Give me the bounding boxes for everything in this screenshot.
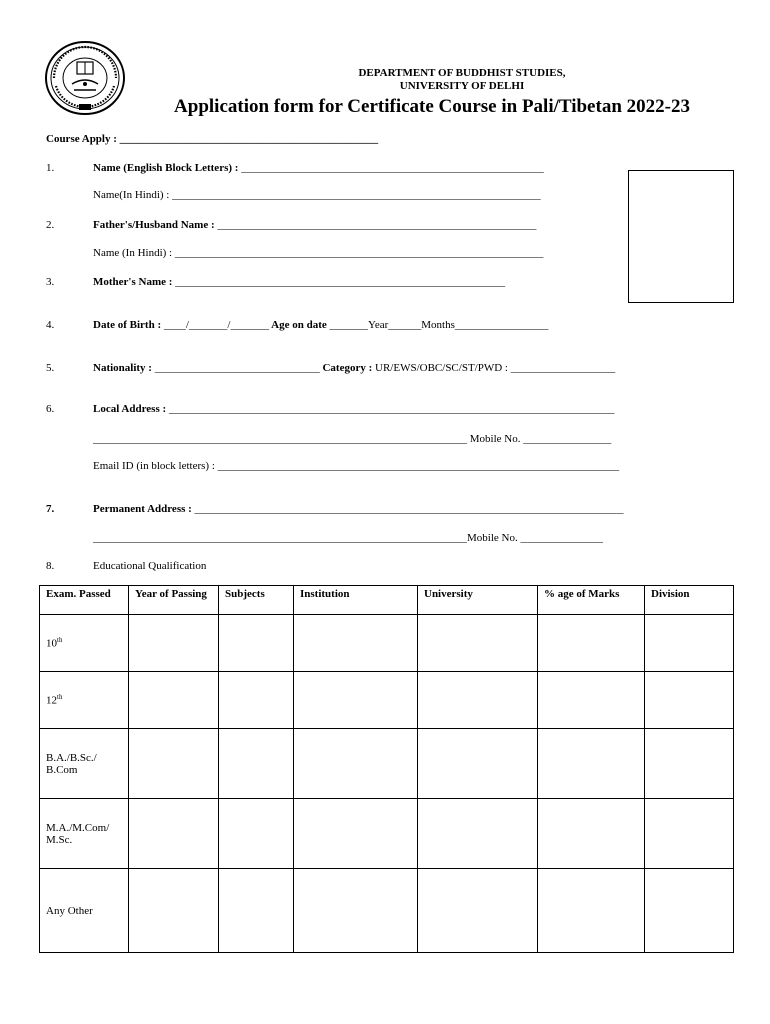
name-english-line[interactable]: _______________________________________________________ bbox=[241, 162, 544, 174]
table-row bbox=[40, 672, 734, 729]
item-number-5: 5. bbox=[46, 362, 55, 374]
mother-name-field[interactable] bbox=[93, 275, 505, 289]
table-row bbox=[40, 869, 734, 953]
photo-box[interactable] bbox=[628, 170, 734, 303]
nationality-line[interactable]: ______________________________ bbox=[154, 362, 320, 374]
cell-year[interactable] bbox=[129, 615, 219, 672]
cell-subjects[interactable] bbox=[219, 869, 294, 953]
item-number-7: 7. bbox=[46, 503, 55, 515]
cell-subjects[interactable] bbox=[219, 615, 294, 672]
father-name-label: Father's/Husband Name : bbox=[93, 219, 218, 231]
col-subjects: Subjects bbox=[219, 586, 294, 615]
father-name-hindi-line[interactable]: ___________________________________________________________________ bbox=[174, 247, 544, 259]
mother-name-line[interactable]: ____________________________________________________________ bbox=[175, 276, 506, 288]
department-name: DEPARTMENT OF BUDDHIST STUDIES, bbox=[358, 67, 566, 79]
local-address-line2-field[interactable] bbox=[93, 432, 611, 446]
item-number-6: 6. bbox=[46, 403, 55, 415]
cell-marks[interactable] bbox=[538, 672, 645, 729]
col-institution: Institution bbox=[294, 586, 418, 615]
cell-marks[interactable] bbox=[538, 799, 645, 869]
category-line[interactable]: UR/EWS/OBC/SC/ST/PWD : ___________________ bbox=[375, 362, 616, 374]
cell-university[interactable] bbox=[418, 799, 538, 869]
cell-university[interactable] bbox=[418, 615, 538, 672]
cell-subjects[interactable] bbox=[219, 729, 294, 799]
cell-university[interactable] bbox=[418, 672, 538, 729]
cell-marks[interactable] bbox=[538, 729, 645, 799]
table-row bbox=[40, 729, 734, 799]
item-number-8: 8. bbox=[46, 560, 55, 572]
table-row bbox=[40, 799, 734, 869]
cell-year[interactable] bbox=[129, 729, 219, 799]
cell-marks[interactable] bbox=[538, 615, 645, 672]
cell-university[interactable] bbox=[418, 729, 538, 799]
local-address-line2[interactable]: ____________________________________________________________________ bbox=[93, 433, 470, 445]
row-label-12th: 12th bbox=[40, 672, 129, 729]
cell-division[interactable] bbox=[645, 729, 734, 799]
row-label-any-other: Any Other bbox=[40, 869, 129, 953]
cell-year[interactable] bbox=[129, 672, 219, 729]
cell-institution[interactable] bbox=[294, 799, 418, 869]
cell-marks[interactable] bbox=[538, 869, 645, 953]
cell-institution[interactable] bbox=[294, 729, 418, 799]
col-percent-marks: % age of Marks bbox=[538, 586, 645, 615]
dob-field[interactable] bbox=[93, 318, 548, 332]
father-name-field[interactable] bbox=[93, 218, 536, 232]
permanent-address-line2-field[interactable] bbox=[93, 531, 603, 545]
cell-institution[interactable] bbox=[294, 615, 418, 672]
dob-line[interactable]: ____/_______/_______ bbox=[163, 319, 269, 331]
mother-name-label: Mother's Name : bbox=[93, 276, 176, 288]
cell-division[interactable] bbox=[645, 672, 734, 729]
col-year-of-passing: Year of Passing bbox=[129, 586, 219, 615]
item-number-2: 2. bbox=[46, 219, 55, 231]
name-hindi-label: Name(In Hindi) : bbox=[93, 189, 173, 201]
cell-institution[interactable] bbox=[294, 869, 418, 953]
university-name: UNIVERSITY OF DELHI bbox=[399, 80, 525, 92]
row-label-graduation: B.A./B.Sc./ B.Com bbox=[40, 729, 129, 799]
cell-year[interactable] bbox=[129, 799, 219, 869]
local-mobile-field[interactable]: Mobile No. ________________ bbox=[469, 433, 612, 445]
row-label-postgraduation: M.A./M.Com/ M.Sc. bbox=[40, 799, 129, 869]
permanent-address-label: Permanent Address : bbox=[93, 503, 195, 515]
local-address-line[interactable]: _________________________________________________________________________________ bbox=[168, 403, 615, 415]
father-name-line[interactable]: __________________________________________________________ bbox=[217, 219, 537, 231]
permanent-mobile-field[interactable]: Mobile No. _______________ bbox=[467, 532, 603, 544]
age-label: Age on date bbox=[269, 319, 330, 331]
cell-division[interactable] bbox=[645, 615, 734, 672]
cell-division[interactable] bbox=[645, 799, 734, 869]
cell-subjects[interactable] bbox=[219, 799, 294, 869]
nationality-label: Nationality : bbox=[93, 362, 155, 374]
permanent-address-line2[interactable]: ____________________________________________________________________ bbox=[93, 532, 467, 544]
form-title: Application form for Certificate Course in Pali/Tibetan 2022-23 bbox=[174, 96, 690, 117]
item-number-3: 3. bbox=[46, 276, 55, 288]
education-label: Educational Qualification bbox=[93, 560, 207, 572]
col-division: Division bbox=[645, 586, 734, 615]
local-address-label: Local Address : bbox=[93, 403, 169, 415]
course-apply-field[interactable]: Course Apply : _______________________________________________ bbox=[46, 133, 379, 145]
col-exam-passed: Exam. Passed bbox=[40, 586, 129, 615]
father-name-hindi-field[interactable] bbox=[93, 246, 543, 260]
row-label-10th: 10th bbox=[40, 615, 129, 672]
form-header bbox=[150, 67, 714, 119]
nationality-field[interactable] bbox=[93, 361, 615, 375]
email-field[interactable]: Email ID (in block letters) : _________________________________________________________________________ bbox=[93, 460, 620, 472]
category-label: Category : bbox=[319, 362, 376, 374]
name-hindi-field[interactable] bbox=[93, 188, 541, 202]
cell-institution[interactable] bbox=[294, 672, 418, 729]
education-table bbox=[39, 585, 734, 953]
dob-label: Date of Birth : bbox=[93, 319, 164, 331]
cell-university[interactable] bbox=[418, 869, 538, 953]
local-address-field[interactable] bbox=[93, 402, 614, 416]
permanent-address-line[interactable]: ______________________________________________________________________________ bbox=[194, 503, 624, 515]
table-row bbox=[40, 615, 734, 672]
item-number-1: 1. bbox=[46, 162, 55, 174]
permanent-address-field[interactable] bbox=[93, 502, 624, 516]
item-number-4: 4. bbox=[46, 319, 55, 331]
cell-subjects[interactable] bbox=[219, 672, 294, 729]
cell-year[interactable] bbox=[129, 869, 219, 953]
age-line[interactable]: _______Year______Months_________________ bbox=[329, 319, 549, 331]
name-hindi-line[interactable]: ___________________________________________________________________ bbox=[172, 189, 541, 201]
table-header-row bbox=[40, 586, 734, 615]
col-university: University bbox=[418, 586, 538, 615]
cell-division[interactable] bbox=[645, 869, 734, 953]
father-name-hindi-label: Name (In Hindi) : bbox=[93, 247, 175, 259]
university-seal-icon bbox=[44, 40, 126, 116]
name-english-field[interactable] bbox=[93, 161, 544, 175]
name-english-label: Name (English Block Letters) : bbox=[93, 162, 242, 174]
